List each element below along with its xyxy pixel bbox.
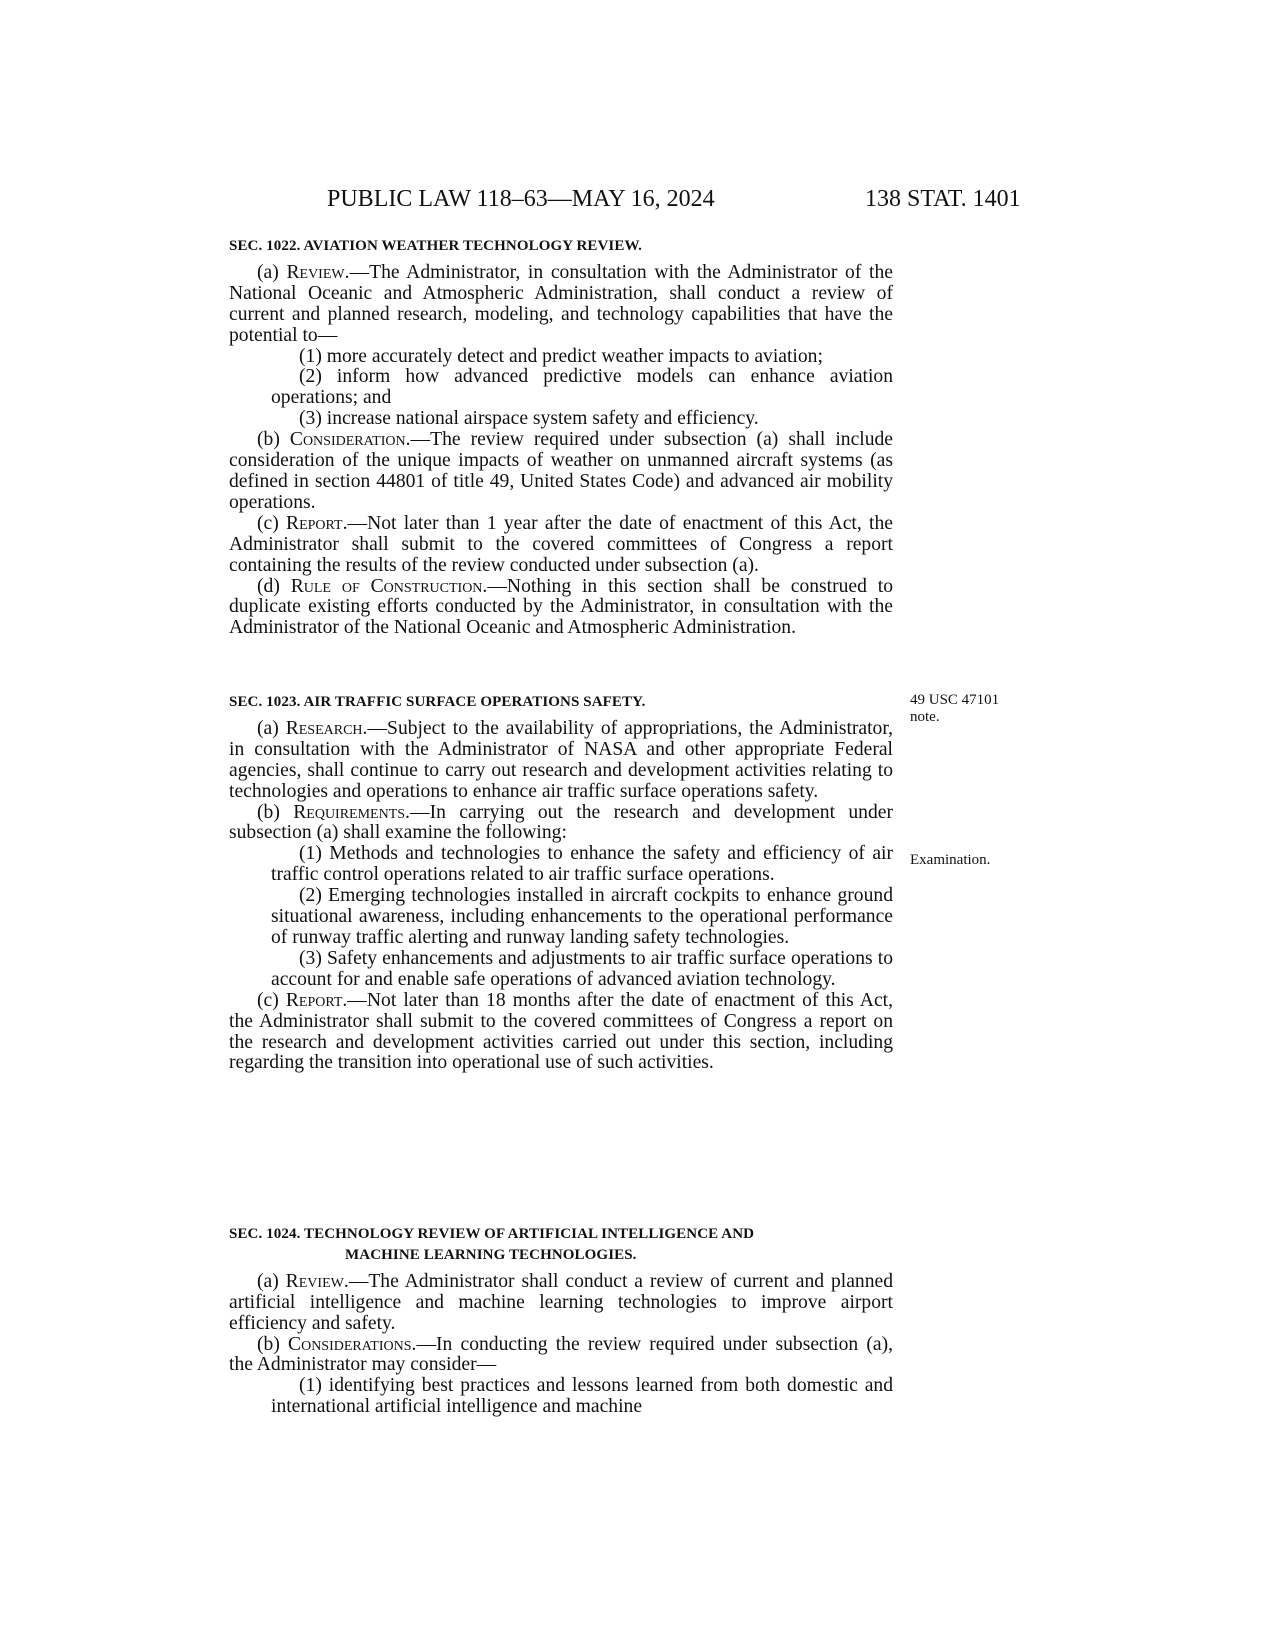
- subsection-caption: Considerations.: [288, 1333, 417, 1355]
- paragraph-2: [229, 367, 893, 409]
- subsection-text: —Subject to the availability of appropriations, the Administrator, in consultation with the Administrator of NASA and other appropriate Federal agencies, shall continue to carry out research and development activities relating to technologies and operations to enhance air traffic surface operations safety.: [229, 717, 893, 802]
- subsection-a: [229, 719, 893, 803]
- subsection-b: [229, 1335, 893, 1377]
- paragraph-text: (1) identifying best practices and lessons learned from both domestic and international artificial intelligence and machine: [271, 1375, 893, 1418]
- section-1022: [229, 236, 893, 639]
- paragraph-text: (2) Emerging technologies installed in aircraft cockpits to enhance ground situational awareness, including enhancements to the operational performance of runway traffic alerting and runway landing safety technologies.: [271, 885, 893, 948]
- subsection-text: —The Administrator, in consultation with the Administrator of the National Oceanic and Atmospheric Administration, shall conduct a review of current and planned research, modeling, and technology capabilities that have the potential to—: [229, 261, 893, 346]
- paragraph-2: [229, 886, 893, 949]
- section-1023: [229, 692, 893, 1074]
- paragraph-3: [229, 409, 893, 430]
- subsection-caption: Research.: [285, 717, 368, 739]
- paragraph-text: (1) Methods and technologies to enhance the safety and efficiency of air traffic control operations related to air traffic surface operations.: [271, 843, 893, 886]
- subsection-label: (a): [257, 1270, 286, 1292]
- subsection-label: (b): [257, 1333, 289, 1355]
- statute-page-number: 138 STAT. 1401: [865, 186, 1021, 212]
- subsection-label: (c): [257, 512, 287, 534]
- section-heading: SEC. 1022. AVIATION WEATHER TECHNOLOGY REVIEW.: [229, 238, 643, 254]
- subsection-text: —Not later than 18 months after the date of enactment of this Act, the Administrator shall submit to the covered committees of Congress a report on the research and development activities carried out under this section, including regarding the transition into operational use of such activities.: [229, 989, 893, 1074]
- subsection-label: (a): [257, 261, 287, 283]
- subsection-caption: Rule of Construction.: [290, 575, 488, 597]
- subsection-d: [229, 577, 893, 640]
- section-heading: SEC. 1023. AIR TRAFFIC SURFACE OPERATIONS SAFETY.: [229, 694, 646, 710]
- subsection-text: —The Administrator shall conduct a review of current and planned artificial intelligence and machine learning technologies to improve airport efficiency and safety.: [229, 1270, 893, 1334]
- subsection-text: —In carrying out the research and development under subsection (a) shall examine the following:: [229, 801, 894, 844]
- paragraph-3: [229, 949, 893, 991]
- subsection-caption: Review.: [285, 1270, 349, 1292]
- subsection-c: [229, 991, 893, 1075]
- paragraph-1: [229, 1376, 893, 1418]
- subsection-text: —Nothing in this section shall be construed to duplicate existing efforts conducted by the Administrator, in consultation with the Administrator of the National Oceanic and Atmospheric Administration.: [229, 575, 894, 639]
- section-heading-line-1: SEC. 1024. TECHNOLOGY REVIEW OF ARTIFICIAL INTELLIGENCE AND: [229, 1226, 755, 1242]
- public-law-title: PUBLIC LAW 118–63—MAY 16, 2024: [327, 186, 715, 212]
- subsection-label: (b): [257, 801, 294, 823]
- section-1024: [229, 1224, 893, 1418]
- subsection-label: (b): [257, 429, 290, 451]
- subsection-caption: Requirements.: [293, 801, 410, 823]
- subsection-text: —The review required under subsection (a) shall include consideration of the unique impacts of weather on unmanned aircraft systems (as defined in section 44801 of title 49, United States Code) and advanced air mobility operations.: [229, 429, 894, 513]
- paragraph-text: (2) inform how advanced predictive models can enhance aviation operations; and: [271, 366, 893, 409]
- paragraph-1: [229, 347, 893, 368]
- section-heading-line-2: MACHINE LEARNING TECHNOLOGIES.: [345, 1246, 637, 1263]
- paragraph-text: (3) Safety enhancements and adjustments to air traffic surface operations to account for and enable safe operations of advanced aviation technology.: [271, 947, 893, 990]
- subsection-text: —In conducting the review required under subsection (a), the Administrator may consider—: [229, 1333, 894, 1376]
- margin-note-usc: 49 USC 47101 note.: [910, 692, 1000, 725]
- subsection-b: [229, 803, 893, 845]
- subsection-caption: Review.: [286, 261, 350, 283]
- subsection-caption: Report.: [286, 512, 348, 534]
- subsection-label: (a): [257, 717, 286, 739]
- subsection-label: (c): [257, 989, 286, 1011]
- subsection-a: [229, 1272, 893, 1335]
- paragraph-text: (1) more accurately detect and predict weather impacts to aviation;: [299, 345, 823, 367]
- subsection-caption: Consideration.: [289, 429, 411, 451]
- subsection-caption: Report.: [285, 989, 348, 1011]
- subsection-label: (d): [257, 575, 291, 597]
- subsection-a: [229, 263, 893, 347]
- subsection-c: [229, 514, 893, 577]
- paragraph-1: [229, 844, 893, 886]
- paragraph-text: (3) increase national airspace system safety and efficiency.: [299, 408, 759, 430]
- margin-note-examination: Examination.: [910, 852, 991, 868]
- running-head: [0, 186, 1275, 226]
- subsection-text: —Not later than 1 year after the date of enactment of this Act, the Administrator shall submit to the covered committees of Congress a report containing the results of the review conducted under subsection (a).: [229, 512, 893, 576]
- subsection-b: [229, 430, 893, 514]
